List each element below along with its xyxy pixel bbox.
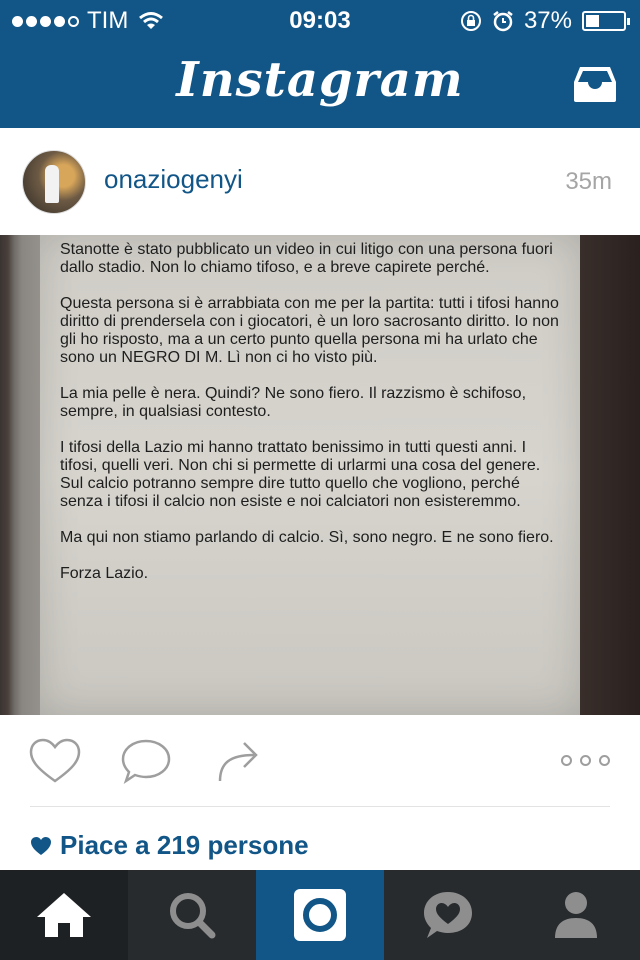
- likes-count: Piace a 219 persone: [60, 830, 309, 860]
- share-icon[interactable]: [216, 737, 262, 785]
- more-icon[interactable]: [561, 755, 610, 766]
- post-header: [0, 128, 640, 235]
- battery-percentage: 37%: [523, 7, 572, 34]
- photo-text-paragraph: Forza Lazio.: [60, 565, 149, 582]
- divider: [30, 806, 610, 807]
- post-time-ago: 35m: [565, 168, 612, 195]
- profile-icon: [553, 890, 599, 940]
- tab-profile[interactable]: [512, 870, 640, 960]
- avatar[interactable]: [22, 150, 86, 214]
- tab-home[interactable]: [0, 870, 128, 960]
- photo-text-paragraph: I tifosi della Lazio mi hanno trattato benissimo in tutti questi anni. I tifosi, quelli veri. Non chi si permette di urlarmi una cosa del genere. Sul calcio potranno sempre dire tutto quello che vogliono, perché senza i tifosi il calcio non esiste e noi calciatori non esisteremmo.: [60, 439, 541, 510]
- likes-row[interactable]: [30, 830, 309, 861]
- photo-paper: [40, 235, 580, 715]
- comment-icon[interactable]: [120, 737, 172, 785]
- inbox-icon[interactable]: [572, 64, 618, 104]
- post-actions: [0, 715, 640, 807]
- status-time: 09:03: [289, 7, 351, 34]
- post-username[interactable]: onaziogenyi: [104, 164, 243, 194]
- photo-text-paragraph: Ma qui non stiamo parlando di calcio. Sì, sono negro. E ne sono fiero.: [60, 529, 554, 546]
- heart-icon[interactable]: [28, 737, 82, 785]
- photo-text: [60, 241, 560, 601]
- tab-camera[interactable]: [256, 870, 384, 960]
- post-photo[interactable]: [0, 235, 640, 715]
- rotation-lock-icon: [460, 10, 482, 32]
- app-logo: Instagram: [176, 52, 464, 108]
- nav-bar: [0, 40, 640, 128]
- home-icon: [35, 891, 93, 939]
- heart-icon: [30, 836, 52, 856]
- activity-icon: [422, 889, 474, 941]
- search-icon: [167, 890, 217, 940]
- tab-activity[interactable]: [384, 870, 512, 960]
- battery-icon: [582, 11, 626, 31]
- photo-text-paragraph: Stanotte è stato pubblicato un video in cui litigo con una persona fuori dallo stadio. Non lo chiamo tifoso, e a breve capirete perché.: [60, 241, 553, 276]
- camera-icon: [293, 888, 347, 942]
- carrier-name: TIM: [87, 7, 129, 34]
- photo-text-paragraph: Questa persona si è arrabbiata con me per la partita: tutti i tifosi hanno diritto di prendersela con i giocatori, è un loro sacrosanto diritto. Io non gli ho risposto, ma a un certo punto quella persona mi ha urlato che sono un NEGRO DI M. Lì non ci ho visto più.: [60, 295, 559, 366]
- tab-explore[interactable]: [128, 870, 256, 960]
- tab-bar: [0, 870, 640, 960]
- status-bar: [0, 0, 640, 40]
- photo-text-paragraph: La mia pelle è nera. Quindi? Ne sono fiero. Il razzismo è schifoso, sempre, in qualsiasi contesto.: [60, 385, 527, 420]
- alarm-icon: [492, 10, 514, 32]
